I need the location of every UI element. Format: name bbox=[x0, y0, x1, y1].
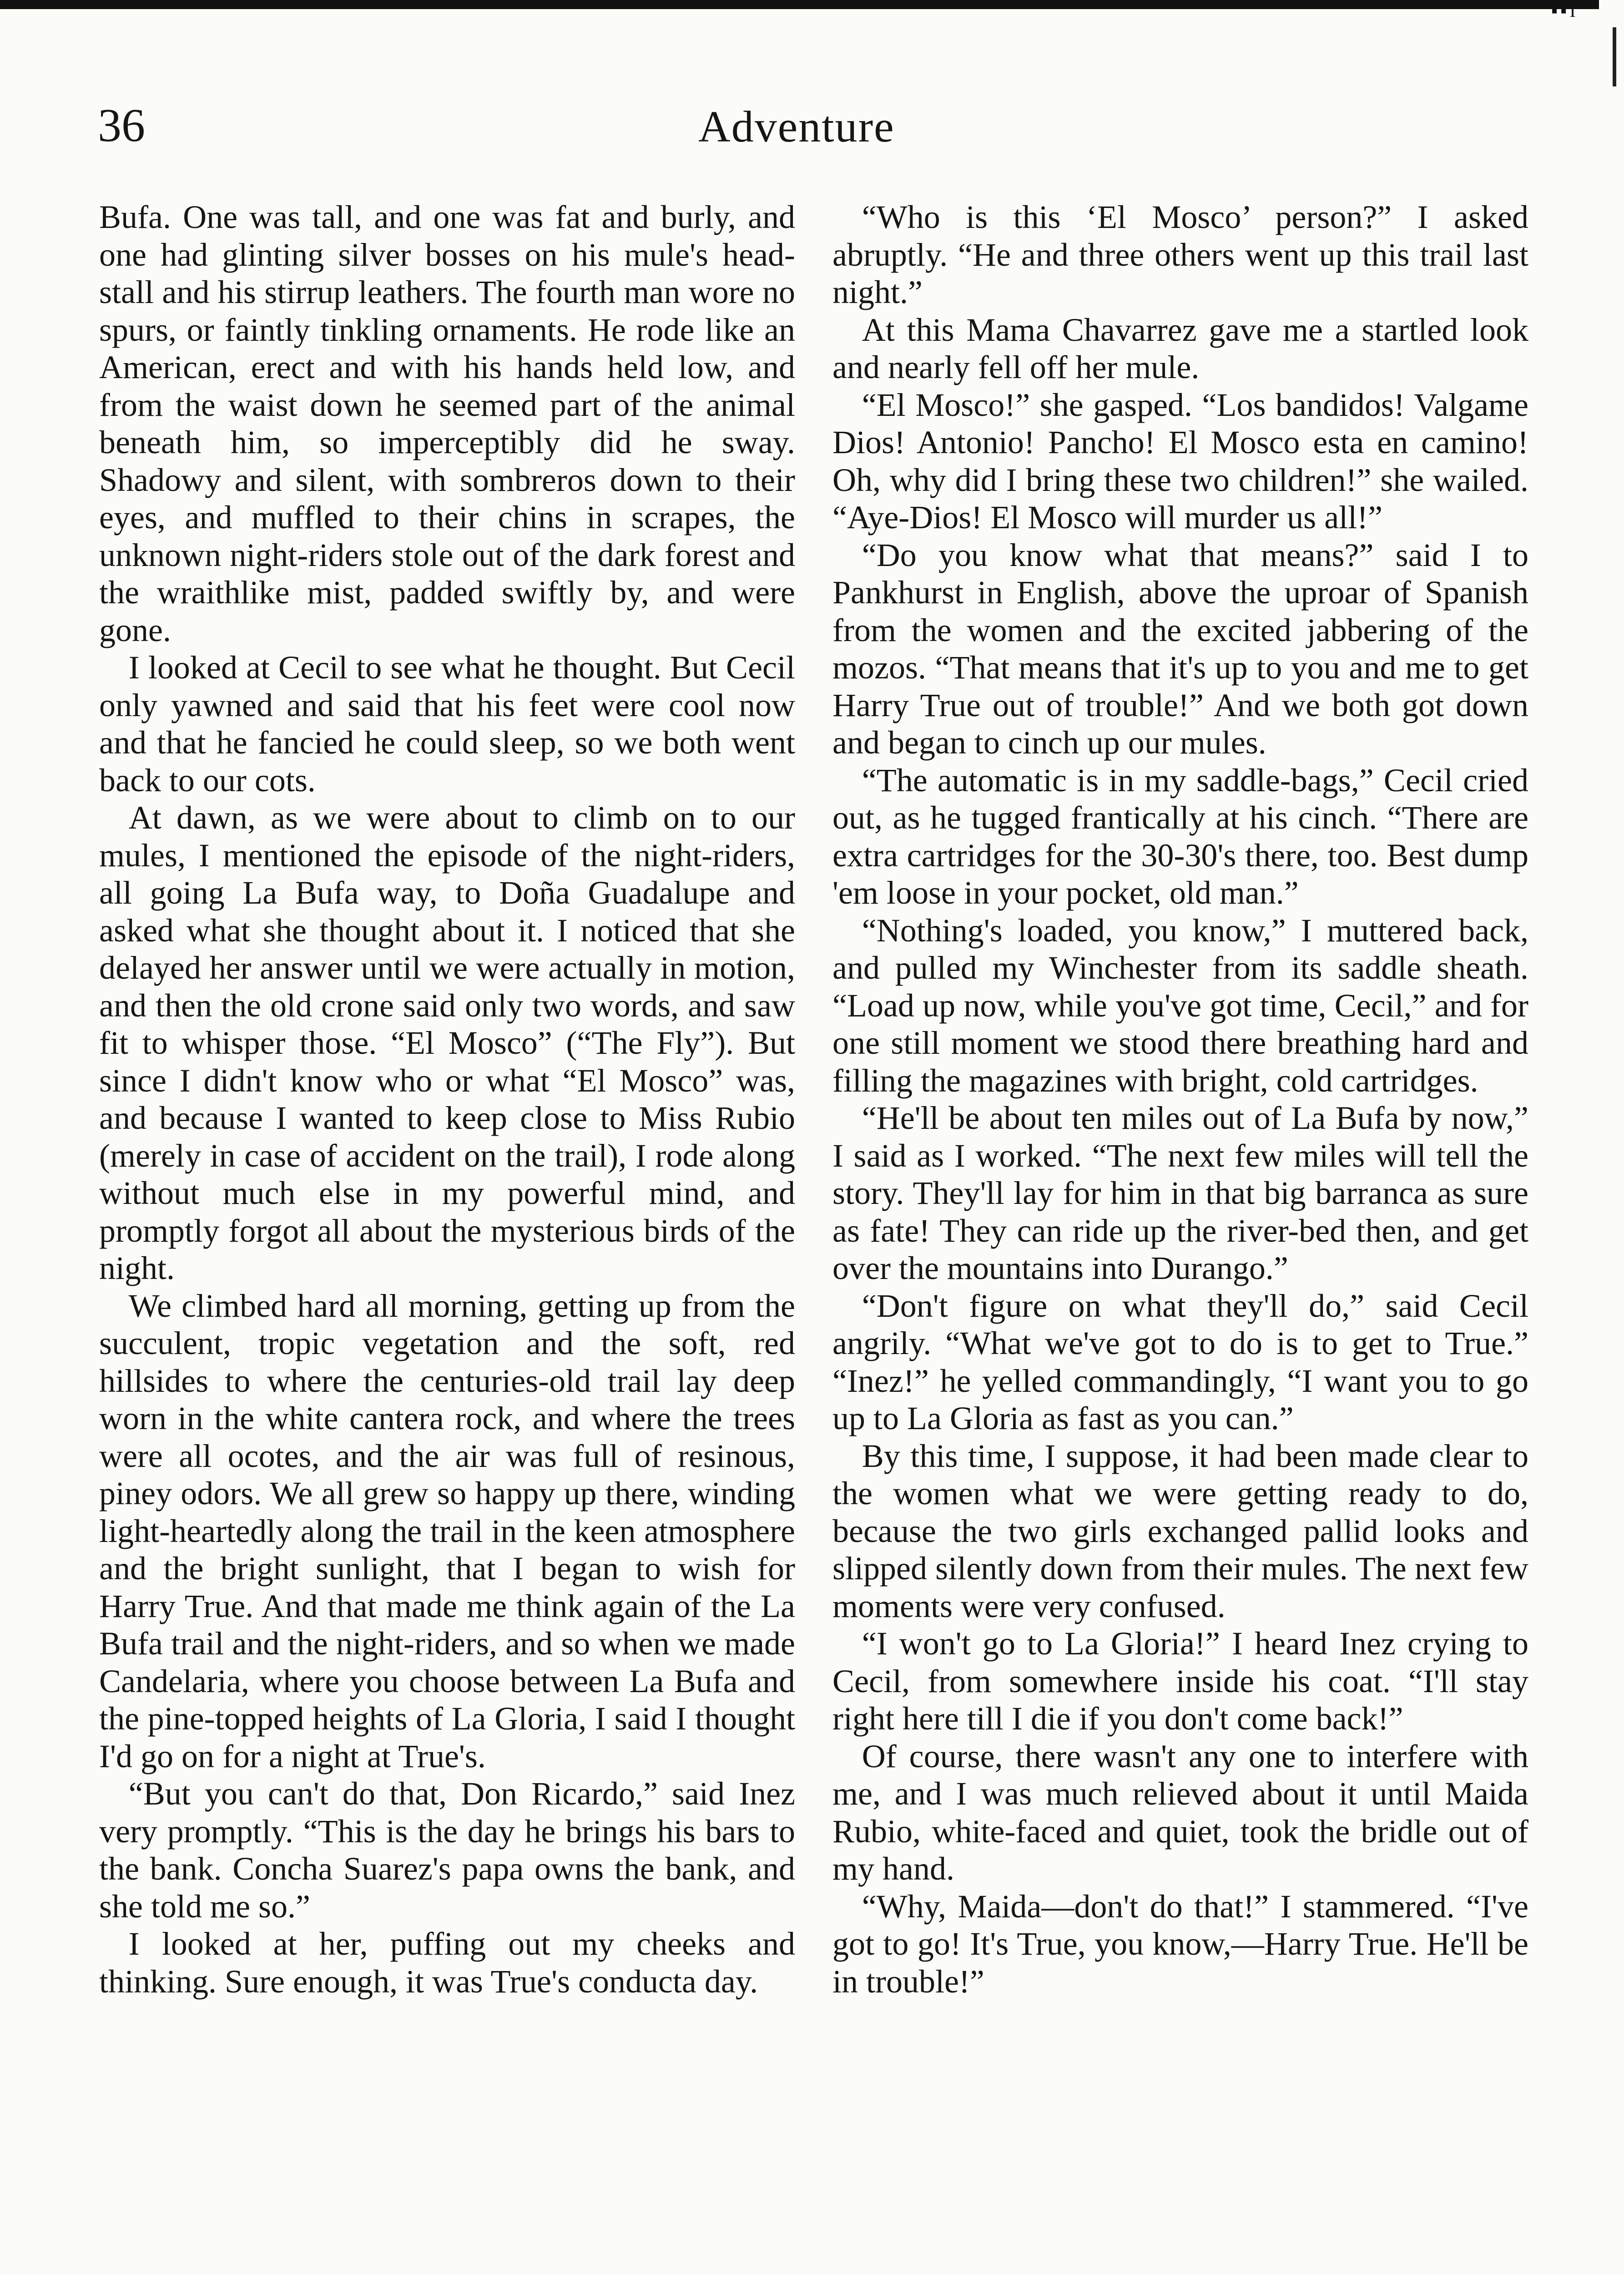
paragraph: “I won't go to La Gloria!” I heard Inez crying to Cecil, from somewhere inside his coat. “I'll stay right here till I die if you don't come back!” bbox=[832, 1625, 1528, 1737]
page-number: 36 bbox=[98, 99, 145, 152]
right-column bbox=[832, 198, 1528, 2000]
paragraph: Of course, there wasn't any one to interfere with me, and I was much relieved about it until Maida Rubio, white-faced and quiet, took the bridle out of my hand. bbox=[832, 1738, 1528, 1887]
paragraph: “Why, Maida—don't do that!” I stammered. “I've got to go! It's True, you know,—Harry True. He'll be in trouble!” bbox=[832, 1888, 1528, 2000]
paragraph: “Do you know what that means?” said I to Pankhurst in English, above the uproar of Spanish from the women and the excited jabbering of the mozos. “That means that it's up to you and me to get Harry True out of trouble!” And we both got down and began to cinch up our mules. bbox=[832, 536, 1528, 761]
top-rule bbox=[0, 0, 1599, 9]
paragraph: By this time, I suppose, it had been made clear to the women what we were getting ready to do, because the two girls exchanged pallid looks and slipped silently down from their mules. The next few moments were very confused. bbox=[832, 1437, 1528, 1624]
paragraph: I looked at Cecil to see what he thought. But Cecil only yawned and said that his feet were cool now and that he fancied he could sleep, so we both went back to our cots. bbox=[99, 649, 795, 799]
paragraph: Bufa. One was tall, and one was fat and burly, and one had glinting silver bosses on his mule's head-stall and his stirrup leathers. The fourth man wore no spurs, or faintly tinkling ornaments. He rode like an American, erect and with his hands held low, and from the waist down he seemed part of the animal beneath him, so imperceptibly did he sway. Shadowy and silent, with sombreros down to their eyes, and muffled to their chins in scrapes, the unknown night-riders stole out of the dark forest and the wraithlike mist, padded swiftly by, and were gone. bbox=[99, 199, 795, 648]
paragraph: At dawn, as we were about to climb on to our mules, I mentioned the episode of the night-riders, all going La Bufa way, to Doña Guadalupe and asked what she thought about it. I noticed that she delayed her answer until we were actually in motion, and then the old crone said only two words, and saw fit to whisper those. “El Mosco” (“The Fly”). But since I didn't know who or what “El Mosco” was, and because I wanted to keep close to Miss Rubio (merely in case of accident on the trail), I rode along without much else in my powerful mind, and promptly forgot all about the mysterious birds of the night. bbox=[99, 799, 795, 1286]
left-column bbox=[99, 198, 795, 2000]
page-edge-mark bbox=[1613, 27, 1616, 86]
paragraph: “The automatic is in my saddle-bags,” Cecil cried out, as he tugged frantically at his cinch. “There are extra cartridges for the 30-30's there, too. Best dump 'em loose in your pocket, old man.” bbox=[832, 762, 1528, 911]
paragraph: “Who is this ‘El Mosco’ person?” I asked abruptly. “He and three others went up this trail last night.” bbox=[832, 199, 1528, 310]
paragraph: “El Mosco!” she gasped. “Los bandidos! Valgame Dios! Antonio! Pancho! El Mosco esta en camino! Oh, why did I bring these two children!” she wailed. “Aye-Dios! El Mosco will murder us all!” bbox=[832, 386, 1528, 536]
top-rule-mark: ▪▪I bbox=[1551, 0, 1579, 21]
paragraph: At this Mama Chavarrez gave me a startled look and nearly fell off her mule. bbox=[832, 311, 1528, 385]
paragraph: “Don't figure on what they'll do,” said Cecil angrily. “What we've got to do is to get to True.” “Inez!” he yelled commandingly, “I want you to go up to La Gloria as fast as you can.” bbox=[832, 1287, 1528, 1436]
paragraph: “Nothing's loaded, you know,” I muttered back, and pulled my Winchester from its saddle sheath. “Load up now, while you've got time, Cecil,” and for one still moment we stood there breathing hard and filling the magazines with bright, cold cartridges. bbox=[832, 912, 1528, 1099]
paragraph: “But you can't do that, Don Ricardo,” said Inez very promptly. “This is the day he brings his bars to the bank. Concha Suarez's papa owns the bank, and she told me so.” bbox=[99, 1775, 795, 1925]
paragraph: We climbed hard all morning, getting up from the succulent, tropic vegetation and the soft, red hillsides to where the centuries-old trail lay deep worn in the white cantera rock, and where the trees were all ocotes, and the air was full of resinous, piney odors. We all grew so happy up there, winding light-heartedly along the trail in the keen atmosphere and the bright sunlight, that I began to wish for Harry True. And that made me think again of the La Bufa trail and the night-riders, and so when we made Candelaria, where you choose between La Bufa and the pine-topped heights of La Gloria, I said I thought I'd go on for a night at True's. bbox=[99, 1287, 795, 1774]
running-head: Adventure bbox=[698, 102, 895, 152]
paragraph: I looked at her, puffing out my cheeks and thinking. Sure enough, it was True's conducta day. bbox=[99, 1926, 795, 2000]
paragraph: “He'll be about ten miles out of La Bufa by now,” I said as I worked. “The next few miles will tell the story. They'll lay for him in that big barranca as sure as fate! They can ride up the river-bed then, and get over the mountains into Durango.” bbox=[832, 1100, 1528, 1286]
